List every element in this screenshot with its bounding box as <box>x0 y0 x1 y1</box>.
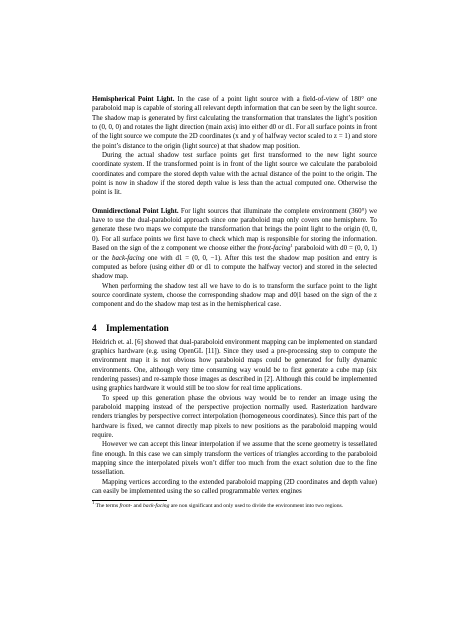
paragraph-impl-1: Heidrich et. al. [6] showed that dual-paraboloid environment mapping can be implemented on standard graphics hardware (e.g. using OpenGL [11]). Since they used a pre-processing step to compute the environment map it is not obvious how paraboloid maps could be generated for fully dynamic environments. One, although very time consuming way would be to first generate a cube map (six rendering passes) and re-sample those images as described in [2]. Although this could be implemented using graphics hardware it would still be too slow for real time applications. <box>92 338 377 393</box>
paragraph-impl-3: However we can accept this linear interpolation if we assume that the scene geometry is tessellated fine enough. In this case we can simply transform the vertices of triangles according to the paraboloid mapping since the interpolated pixels won’t differ too much from the exact solution due to the fine tessellation. <box>92 441 377 477</box>
paragraph-omni-shadow-test: When performing the shadow test all we have to do is to transform the surface point to the light source coordinate system, choose the corresponding shadow map and d0|1 based on the sign of the z component and do the shadow map test as in the hemispherical case. <box>92 282 377 309</box>
body-text: In the case of a point light source with a field-of-view of 180° one paraboloid map is capable of storing all relevant depth information that can be seen by the light source. The shadow map is generated by first calculating the transformation that translates the light’s position to (0, 0, 0) and rotates the light direction (main axis) into either d0 or d1. For all surface points in front of the light source we compute the 2D coordinates (x and y of halfway vector scaled to z = 1) and store the point’s distance to the origin (light source) at that shadow map position. <box>92 96 377 150</box>
paragraph-shadow-test: During the actual shadow test surface points get first transformed to the new light source coordinate system. If the transformed point is in front of the light source we calculate the paraboloid coordinates and compare the stored depth value with the actual distance of the point to the origin. The point is now in shadow if the stored depth value is less than the actual computed one. Otherwise the point is lit. <box>92 152 377 197</box>
footnote: $^1$ The terms front- and back-facing are non significant and only used to divide the environment into two regions. <box>92 500 344 510</box>
paragraph-impl-2: To speed up this generation phase the obvious way would be to render an image using the paraboloid mapping instead of the perspective projection normally used. Rasterization hardware renders triangles by perspective correct interpolation (homogeneous coordinates). Since this part of the hardware is fixed, we cannot directly map pixels to new positions as the paraboloid mapping would require. <box>92 394 377 439</box>
footnote-ref: 1 <box>290 243 293 249</box>
text-column <box>92 95 377 511</box>
term-front-facing: front-facing <box>257 245 291 253</box>
runin-heading-omnidirectional: Omnidirectional Point Light. <box>92 207 179 215</box>
footnote-rule <box>92 500 167 501</box>
term-back-facing: back-facing <box>112 254 145 262</box>
footnote-mark: 1 <box>92 500 95 506</box>
section-heading-implementation <box>92 322 377 334</box>
runin-heading-hemispherical: Hemispherical Point Light. <box>92 96 175 103</box>
paragraph-impl-4: Mapping vertices according to the extended paraboloid mapping (2D coordinates and depth value) can easily be implemented using the so called programmable vertex engines <box>92 478 377 496</box>
paragraph-omnidirectional: Omnidirectional Point Light. For light sources that illuminate the complete environment (360°) we have to use the dual-paraboloid approach since one paraboloid map only covers one hemisphere. To generate these two maps we compute the transformation that brings the point light to the origin (0, 0, 0). For all surface points we first have to check which map is responsible for storing the information. Based on the sign of the z component we choose either the front-facing$^1$ paraboloid with d0 = (0, 0, 1) or the back-facing one with d1 = (0, 0, −1). After this test the shadow map position and entry is computed as before (using either d0 or d1 to compute the halfway vector) and stored in the selected shadow map. <box>92 207 377 281</box>
paragraph-hemispherical <box>92 95 377 151</box>
section-title: Implementation <box>106 322 169 333</box>
section-number: 4 <box>92 322 97 333</box>
